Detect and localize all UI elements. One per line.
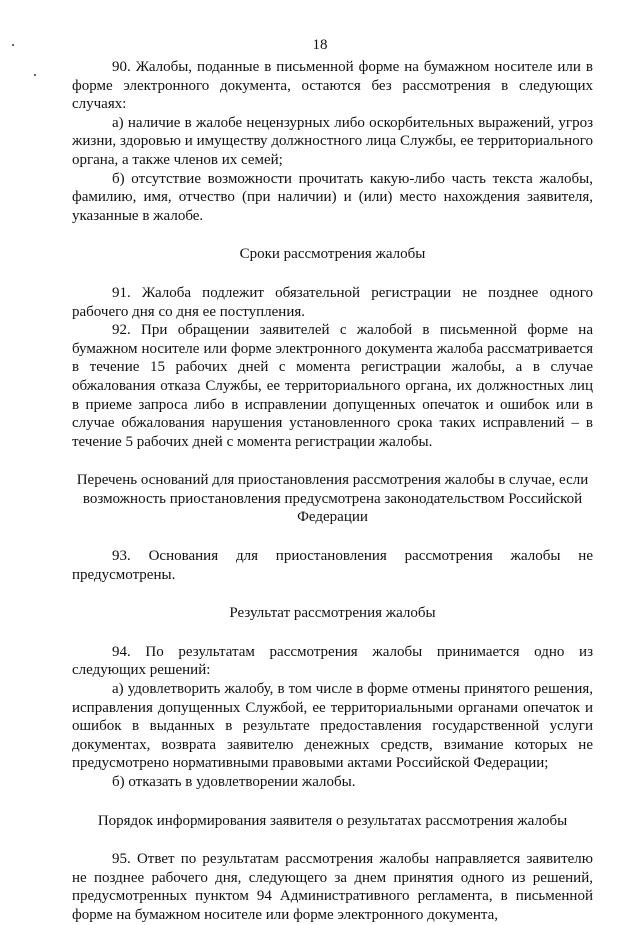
paragraph-94-a: а) удовлетворить жалобу, в том числе в форме отмены принятого решения, исправления допущенных Службой, ее территориальными органами опечаток и ошибок в выданных в результате предоставления государственной услуги документах, возврата заявителю денежных средств, взимание которых не предусмотрено нормативными правовыми актами Российской Федерации; xyxy=(72,681,593,772)
paragraph-93: 93. Основания для приостановления рассмотрения жалобы не предусмотрены. xyxy=(72,548,593,583)
paragraph-90-a: а) наличие в жалобе нецензурных либо оскорбительных выражений, угроз жизни, здоровью и имуществу должностного лица Службы, ее территориального органа, а также членов их семей; xyxy=(72,114,593,168)
paragraph-94: 94. По результатам рассмотрения жалобы принимается одно из следующих решений: xyxy=(72,643,593,679)
paragraph-95: 95. Ответ по результатам рассмотрения жалобы направляется заявителю не позднее рабочего дня, следующего за днем принятия одного из решений, предусмотренных пунктом 94 Административного регламента, в письменной форме на бумажном носителе или форме электронного документа, xyxy=(72,851,593,923)
document-body xyxy=(72,58,593,925)
scan-speck xyxy=(34,74,36,76)
section-heading-review-period: Сроки рассмотрения жалобы xyxy=(239,246,426,263)
paragraph-92: 92. При обращении заявителей с жалобой в письменной форме на бумажном носителе или форме электронного документа жалоба рассматривается в течение 15 рабочих дней с момента регистрации жалобы, а в случае обжалования отказа Службы, ее территориального органа, их должностных лиц в приеме запроса либо в исправлении допущенных опечаток и ошибок или в случае обжалования нарушения установленного срока таких исправлений – в течение 5 рабочих дней с момента регистрации жалобы. xyxy=(72,322,593,450)
paragraph-90-b: б) отсутствие возможности прочитать какую-либо часть текста жалобы, фамилию, имя, отчество (при наличии) и (или) место нахождения заявителя, указанные в жалобе. xyxy=(72,170,593,224)
paragraph-91: 91. Жалоба подлежит обязательной регистрации не позднее одного рабочего дня со дня ее поступления. xyxy=(72,284,593,320)
section-heading-suspension-grounds: Перечень оснований для приостановления рассмотрения жалобы в случае, если возможность приостановления предусмотрена законодательством Российской Федерации xyxy=(76,472,589,526)
page-number: 18 xyxy=(312,37,328,53)
paragraph-94-b: б) отказать в удовлетворении жалобы. xyxy=(112,774,356,790)
paragraph-90: 90. Жалобы, поданные в письменной форме на бумажном носителе или в форме электронного документа, остаются без рассмотрения в следующих случаях: xyxy=(72,59,593,113)
section-heading-applicant-notification: Порядок информирования заявителя о результатах рассмотрения жалобы xyxy=(97,812,568,829)
section-heading-review-result: Результат рассмотрения жалобы xyxy=(229,605,436,622)
